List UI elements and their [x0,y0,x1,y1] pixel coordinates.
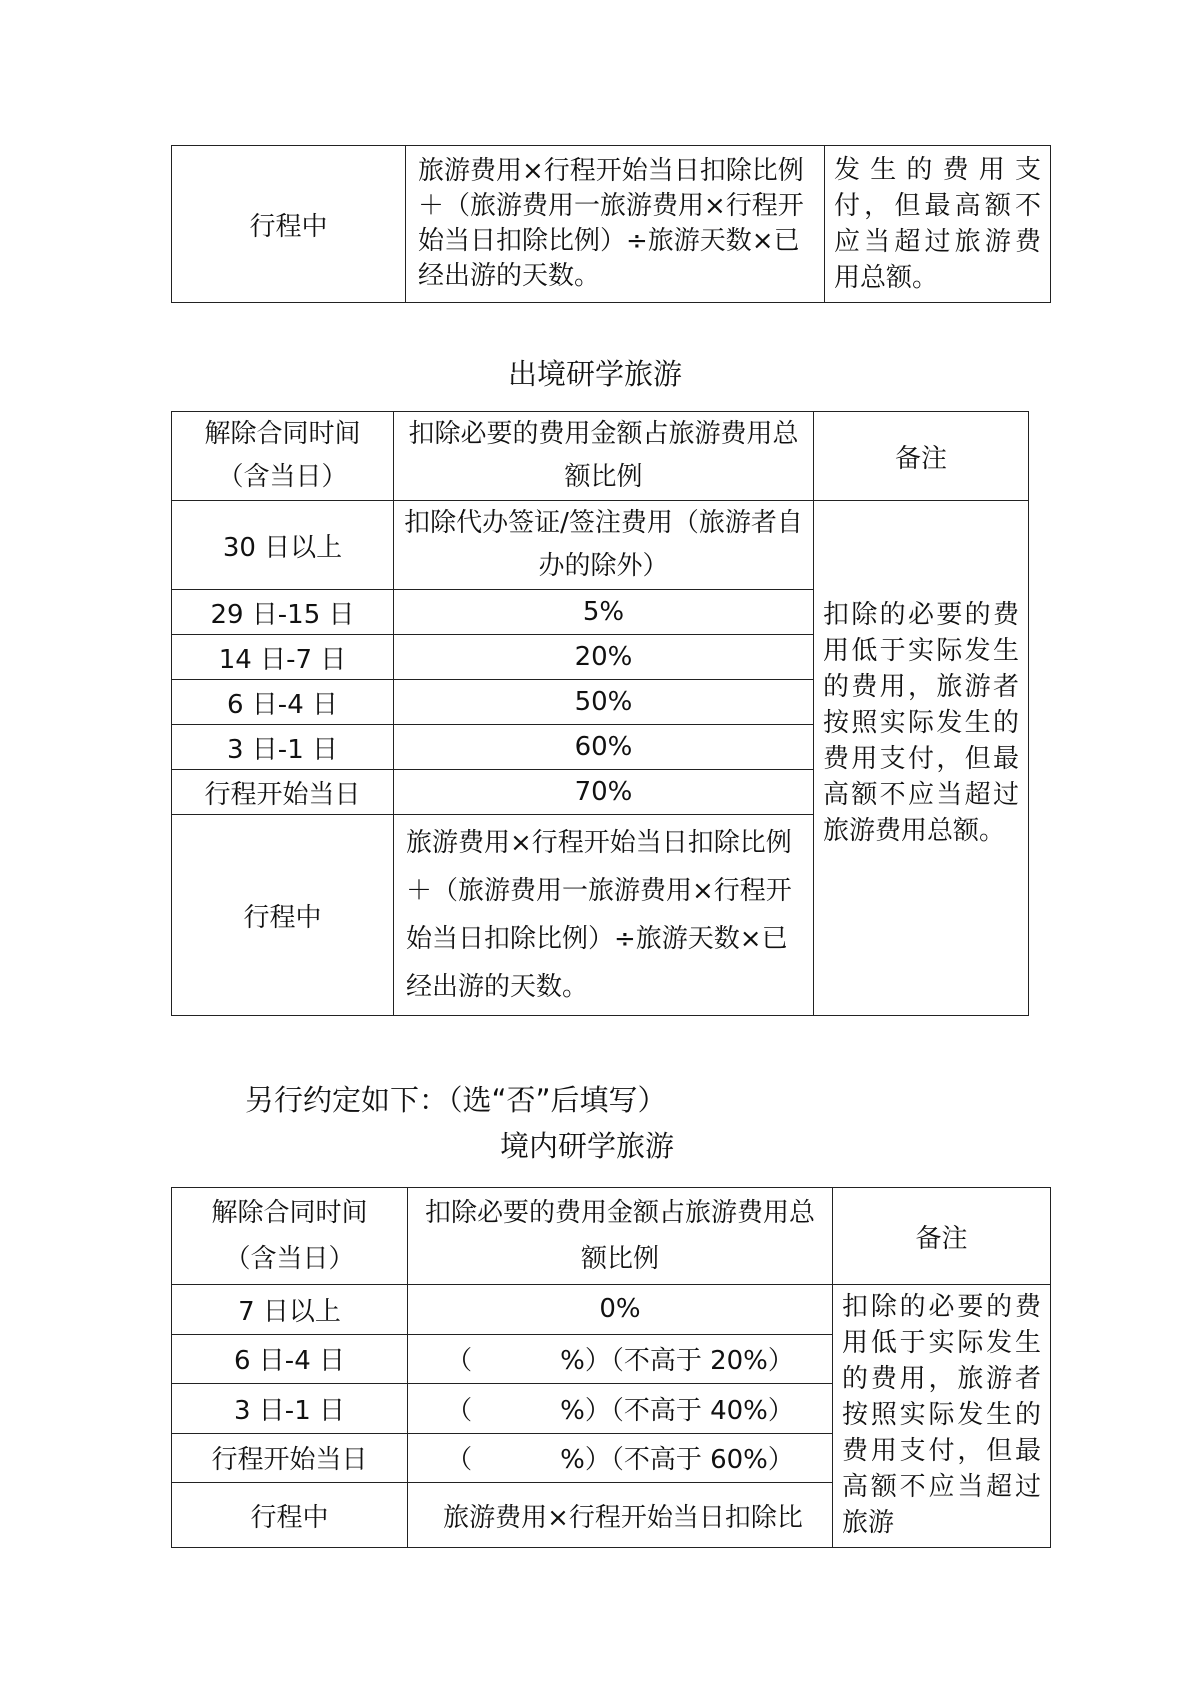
row-ratio: 扣除代办签证/签注费用（旅游者自办的除外） [394,501,814,590]
header-ratio: 扣除必要的费用金额占旅游费用总额比例 [394,412,814,501]
time-cell: 行程中 [172,146,406,303]
top-fragment-table [171,145,1051,303]
header-note: 备注 [814,412,1029,501]
row-time: 行程中 [172,1483,408,1548]
row-time: 3 日-1 日 [172,725,394,770]
row-time: 6 日-4 日 [172,1334,408,1384]
row-ratio-formula: 旅游费用×行程开始当日扣除比例＋（旅游费用一旅游费用×行程开始当日扣除比例）÷旅游天数×已经出游的天数。 [394,815,814,1016]
row-ratio: 70% [394,770,814,815]
other-agreement-line: 另行约定如下：（选“否”后填写） [245,1083,667,1117]
row-time: 行程开始当日 [172,770,394,815]
row-time: 6 日-4 日 [172,680,394,725]
row-ratio-formula: 旅游费用×行程开始当日扣除比 [408,1483,833,1548]
header-time: 解除合同时间（含当日） [172,1188,408,1285]
header-note: 备注 [833,1188,1051,1285]
row-ratio [408,1334,833,1384]
ratio-open-paren: （ [446,1395,473,1426]
header-ratio: 扣除必要的费用金额占旅游费用总额比例 [408,1188,833,1285]
outbound-note-cell: 扣除的必要的费用低于实际发生的费用，旅游者按照实际发生的费用支付，但最高额不应当超过旅游费用总额。 [814,501,1029,1016]
outbound-section-title: 出境研学旅游 [508,357,683,391]
domestic-section-title: 境内研学旅游 [500,1129,675,1163]
row-ratio: 20% [394,635,814,680]
ratio-limit: %）（不高于 60%） [560,1445,794,1476]
row-ratio: 60% [394,725,814,770]
row-time: 行程中 [172,815,394,1016]
row-ratio [408,1433,833,1483]
row-time: 30 日以上 [172,501,394,590]
formula-cell: 旅游费用×行程开始当日扣除比例＋（旅游费用一旅游费用×行程开始当日扣除比例）÷旅游天数×已经出游的天数。 [406,146,825,303]
row-ratio: 50% [394,680,814,725]
row-time: 14 日-7 日 [172,635,394,680]
row-ratio: 5% [394,590,814,635]
row-time: 7 日以上 [172,1285,408,1335]
domestic-note-cell: 扣除的必要的费用低于实际发生的费用，旅游者按照实际发生的费用支付，但最高额不应当超过旅游 [833,1285,1051,1548]
row-time: 3 日-1 日 [172,1384,408,1434]
ratio-limit: %）（不高于 40%） [560,1395,794,1426]
row-ratio [408,1384,833,1434]
note-cell: 发生的费用支付，但最高额不应当超过旅游费用总额。 [825,146,1051,303]
header-time: 解除合同时间（含当日） [172,412,394,501]
domestic-refund-table [171,1187,1051,1548]
row-time: 行程开始当日 [172,1433,408,1483]
ratio-limit: %）（不高于 20%） [560,1346,794,1377]
outbound-refund-table [171,411,1029,1016]
row-time: 29 日-15 日 [172,590,394,635]
row-ratio: 0% [408,1285,833,1335]
ratio-open-paren: （ [446,1346,473,1377]
ratio-open-paren: （ [446,1445,473,1476]
